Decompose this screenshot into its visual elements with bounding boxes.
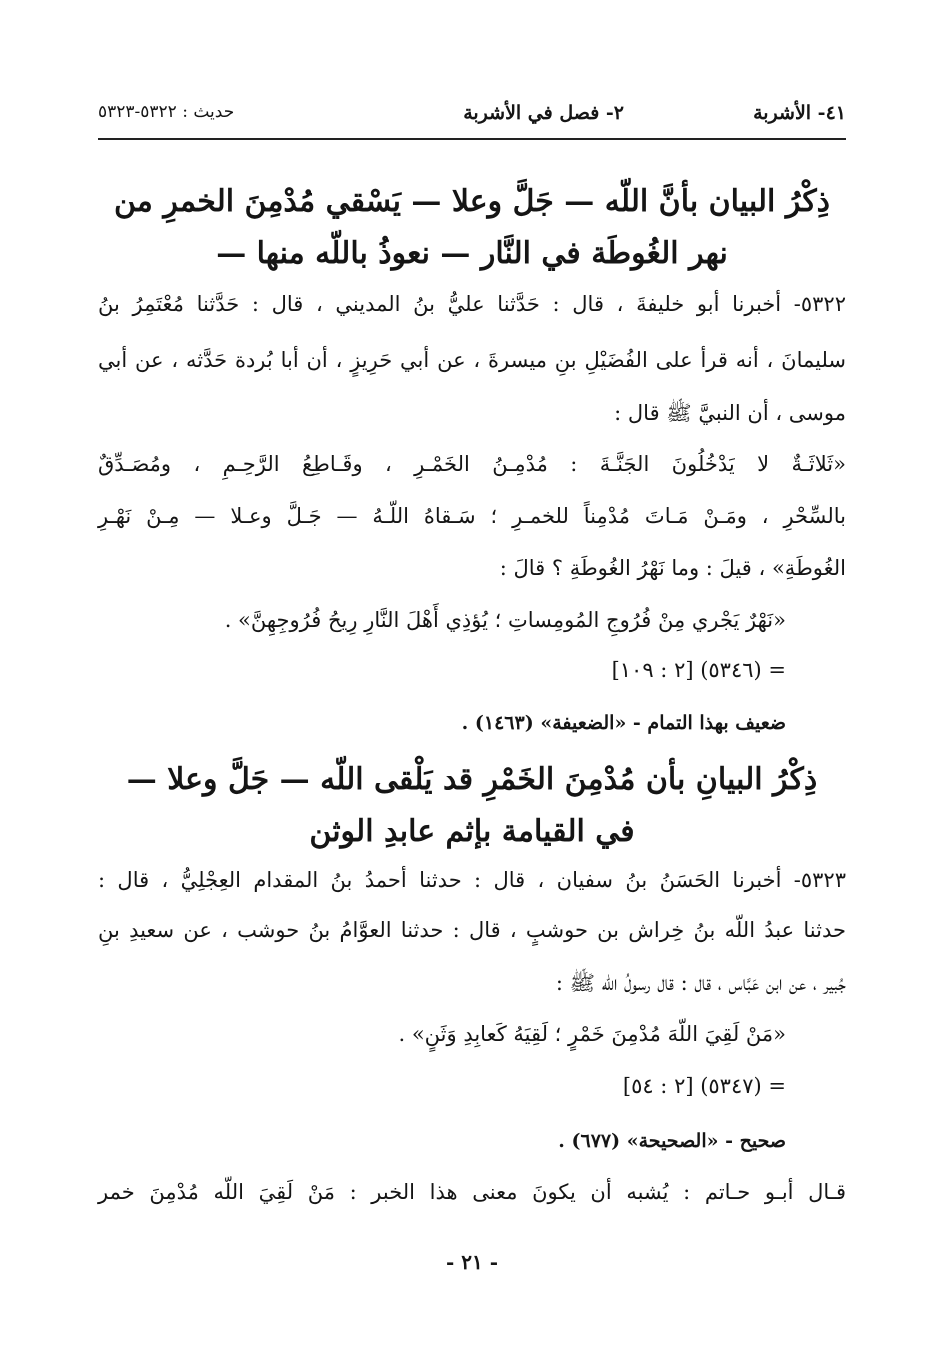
section2-title-line-1: ذِكْرُ البيانِ بأن مُدْمِنَ الخَمْرِ قد يَلْقى اللّه — جَلَّ وعلا — [126, 762, 818, 797]
section2-title-line-2: في القيامة بإثم عابدِ الوثن [309, 814, 635, 849]
section-title: ٢- فصل في الأشربة [463, 102, 624, 124]
section1-matn-line-3: الغُوطَةِ» ، قيلَ : وما نَهْرُ الغُوطَةِ ؟ قالَ : [499, 556, 846, 580]
section1-verdict: ضعيف بهذا التمام - «الضعيفة» (١٤٦٣) . [461, 712, 786, 734]
section1-isnad-line-3: موسى ، أن النبيَّ ﷺ قال : [614, 401, 846, 425]
chapter-title: ٤١- الأشربة [753, 102, 846, 124]
section2-isnad-line-3: جُبير ، عن ابن عَبَّاس ، قال : قال رسولُ اللّه ﷺ : [555, 971, 846, 995]
section1-title-line-1: ذِكْرُ البيان بأنَّ اللّه — جَلَّ وعلا — يَسْقي مُدْمِنَ الخمرِ من [113, 184, 831, 219]
section2-reference: = (٥٣٤٧) [٢ : ٥٤] [622, 1074, 786, 1098]
hadith-range: حديث : ٥٣٢٢-٥٣٢٣ [98, 102, 235, 122]
section1-matn-line-4: «نَهْرٌ يَجْري مِنْ فُرُوجِ المُومِساتِ ؛ يُؤذِي أَهْلَ النَّارِ رِيحُ فُرُوجِهِنَّ» . [224, 608, 786, 632]
section2-verdict: صحيح - «الصحيحة» (٦٧٧) . [558, 1130, 786, 1152]
section2-isnad-line-2: حدثنا عبدُ اللّه بنُ خِراش بن حوشبٍ ، قال : حدثنا العوَّامُ بنُ حوشب ، عن سعيدِ بنِ [98, 918, 846, 942]
section2-isnad-line-1: ٥٣٢٣- أخبرنا الحَسَنُ بنُ سفيان ، قال : حدثنا أحمدُ بنُ المقدام العِجْلِيُّ ، قال : [98, 868, 846, 892]
section1-isnad-line-1: ٥٣٢٢- أخبرنا أبو خليفةَ ، قال : حَدَّثنا عليُّ بنُ المديني ، قال : حَدَّثنا مُعْتَمِرُ بنُ [98, 292, 846, 316]
section1-matn-line-2: بالسِّحْرِ ، ومَـنْ مَـاتَ مُدْمِناً للخمـرِ ؛ سَـقاهُ اللّـهُ — جَـلَّ وعـلا — مِـنْ نَهْـرِ [98, 504, 846, 528]
section1-title-line-2: نهر الغُوطَة في النَّار — نعوذُ باللّه منها — [216, 236, 728, 271]
section2-matn-line-1: «مَنْ لَقِيَ اللّهَ مُدْمِنَ خَمْرٍ ؛ لَقِيَهُ كَعابِدِ وَثَنٍ» . [398, 1022, 786, 1046]
section1-matn-line-1: «ثَلاثَـةٌ لا يَدْخُلُونَ الجَنَّـةَ : مُدْمِـنُ الخَمْـرِ ، وقَـاطِعُ الرَّحِـمِ ، ومُصَـدِّقٌ [98, 452, 846, 476]
page-number: - ٢١ - [445, 1250, 498, 1274]
section1-isnad-line-2: سليمانَ ، أنه قرأ على الفُضَيْلِ بنِ ميسرةَ ، عن أبي حَرِيزٍ ، أن أبا بُردة حَدَّثه ، عن أبي [98, 348, 846, 372]
section2-commentary: قـال أبـو حـاتم : يُشبه أن يكونَ معنى هذا الخبر : مَنْ لَقِيَ اللّه مُدْمِنَ خمر [98, 1180, 846, 1204]
section1-reference: = (٥٣٤٦) [٢ : ١٠٩] [611, 658, 786, 682]
running-header [98, 102, 846, 138]
header-rule [98, 138, 846, 140]
